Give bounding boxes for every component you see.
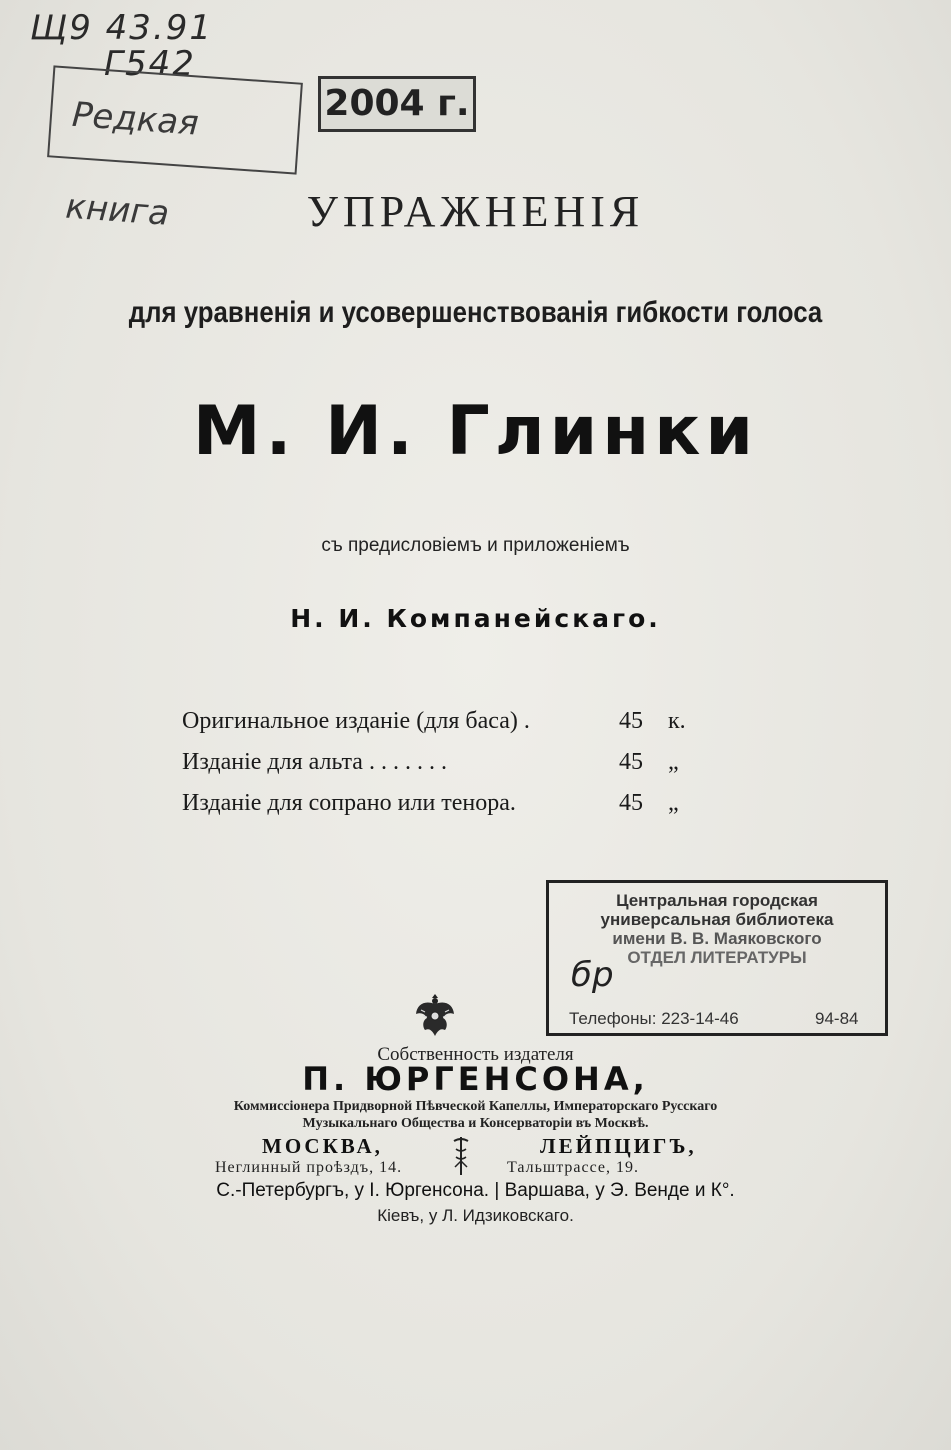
address-leipzig: Тальштрассе, 19. <box>507 1159 640 1176</box>
price-value: 45 <box>619 749 643 775</box>
library-stamp-phone-end: 94-84 <box>815 1009 859 1028</box>
publisher-name: П. ЮРГЕНСОНА, <box>302 1060 649 1098</box>
preface-note: съ предисловіемъ и приложеніемъ <box>321 535 630 556</box>
price-unit: „ <box>668 749 679 775</box>
price-unit: к. <box>668 708 686 734</box>
price-unit: „ <box>668 790 679 816</box>
city-moscow: МОСКВА, <box>262 1134 383 1158</box>
price-value: 45 <box>619 790 643 816</box>
owner-line: Собственность издателя <box>377 1044 574 1065</box>
city-leipzig: ЛЕЙПЦИГЪ, <box>540 1134 697 1158</box>
rare-book-stamp: Редкая книга <box>47 65 303 174</box>
shelf-mark-line2: Г542 <box>104 44 196 84</box>
kiev-branch: Кіевъ, у Л. Идзиковскаго. <box>377 1206 574 1225</box>
price-label: Оригинальное изданіе (для баса) . <box>182 708 530 734</box>
price-value: 45 <box>619 708 643 734</box>
price-list <box>182 708 702 831</box>
subtitle: для уравненія и усовершенствованія гибкости голоса <box>128 296 823 329</box>
page-title: УПРАЖНЕНІЯ <box>306 187 645 236</box>
price-row <box>182 708 702 749</box>
price-row <box>182 749 702 790</box>
caduceus-icon <box>452 1135 470 1177</box>
commission-line: Музыкальнаго Общества и Консерваторіи въ Москвѣ. <box>302 1116 649 1131</box>
price-row <box>182 790 702 831</box>
composer-name: М. И. Глинки <box>192 392 759 471</box>
library-stamp-line: ОТДЕЛ ЛИТЕРАТУРЫ <box>627 948 807 967</box>
editor-name: Н. И. Компанейскаго. <box>290 604 661 633</box>
commission-line: Коммиссіонера Придворной Пѣвческой Капеллы, Императорскаго Русскаго <box>233 1099 718 1114</box>
address-moscow: Неглинный проѣздъ, 14. <box>215 1159 403 1176</box>
library-stamp-line: универсальная библиотека <box>600 910 834 929</box>
price-label: Изданіе для сопрано или тенора. <box>182 790 516 816</box>
shelf-mark-line1: Щ9 43.91 <box>30 8 213 48</box>
branches-line: С.-Петербургъ, у І. Юргенсона. | Варшава, у Э. Венде и К°. <box>216 1180 735 1201</box>
library-stamp-phone: Телефоны: 223-14-46 <box>569 1009 739 1028</box>
library-stamp-handwriting: бр <box>571 955 614 995</box>
library-stamp-line: Центральная городская <box>616 891 818 910</box>
year-stamp: 2004 г. <box>318 76 476 132</box>
imperial-eagle-icon <box>413 990 457 1038</box>
library-stamp-line: имени В. В. Маяковского <box>612 929 822 948</box>
price-label: Изданіе для альта . . . . . . . <box>182 749 447 775</box>
library-stamp <box>546 880 888 1036</box>
